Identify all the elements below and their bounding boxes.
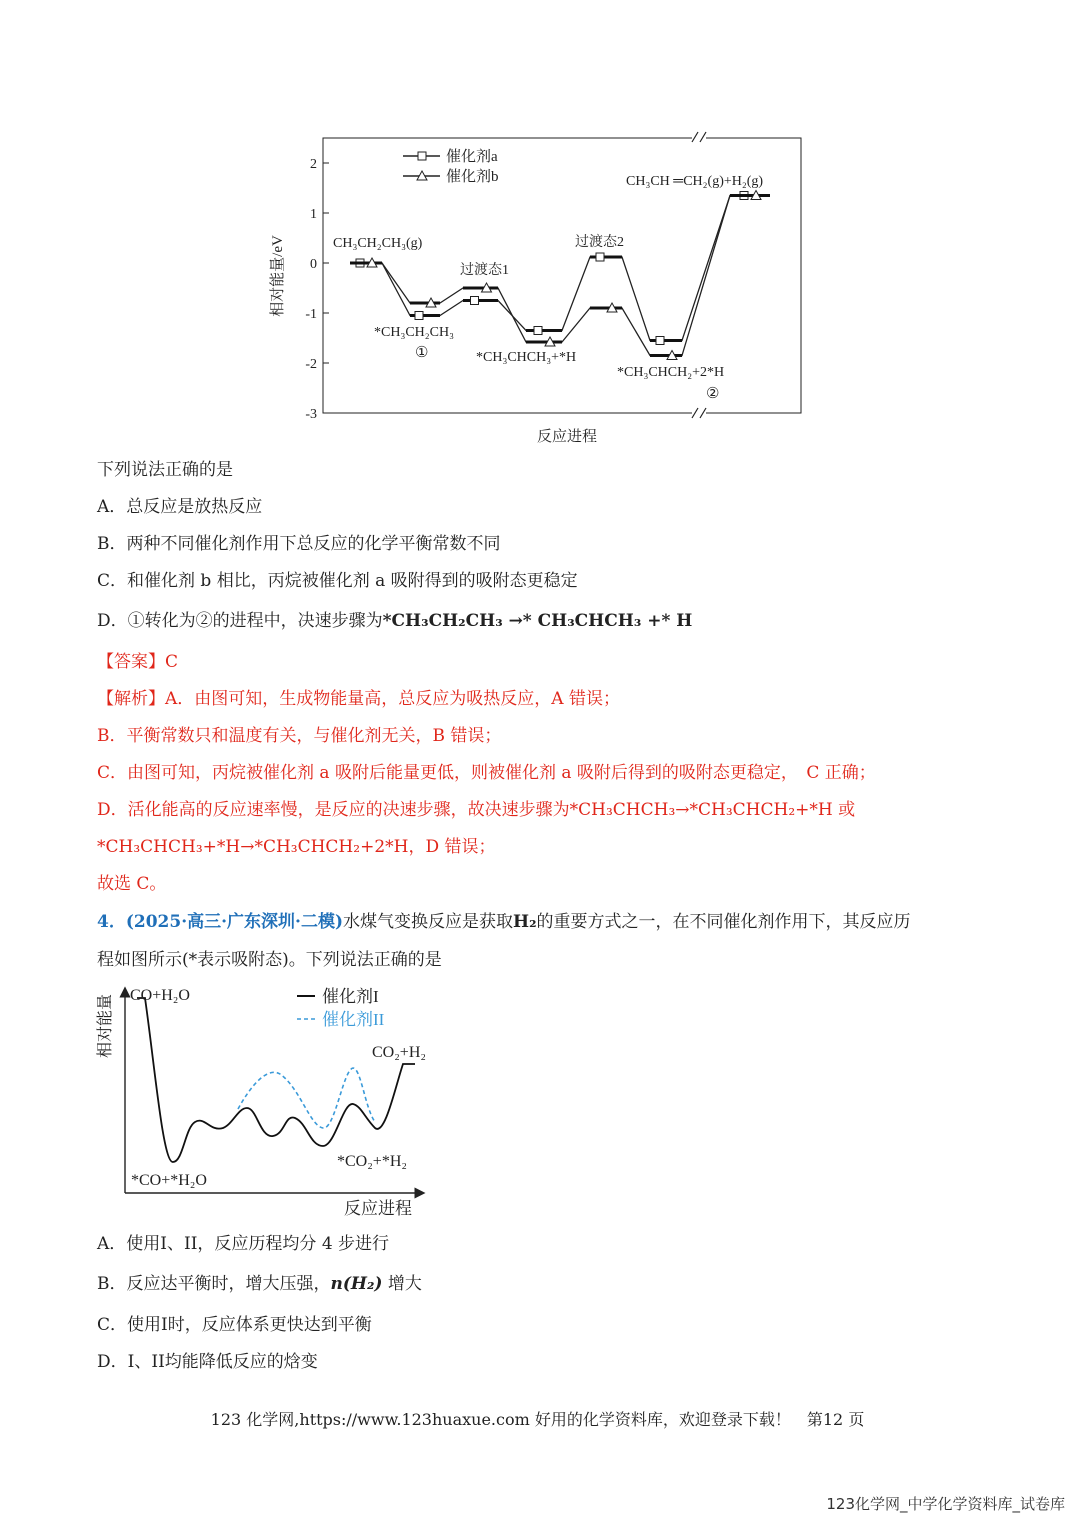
label-ts2: 过渡态2 [575,235,624,250]
q4-option-a[interactable] [97,1232,389,1256]
q4-stem-line-2: 程如图所示(*表示吸附态)。下列说法正确的是 [97,950,442,970]
option-text: 两种不同催化剂作用下总反应的化学平衡常数不同 [126,534,501,554]
catalyst-a-point [596,253,604,261]
axis-break-top [692,132,706,144]
option-text: 反应达平衡时，增大压强， [126,1274,331,1294]
catalyst-a-point [534,327,542,335]
q4-number: 4． [97,912,126,932]
axis-break-bottom [692,407,706,419]
catalyst-a-point [415,312,423,320]
option-text-post: 增大 [382,1274,422,1294]
label-adsorbed-propane: *CH₃CH₂CH₃ [374,325,454,340]
energy-profile-chart-2 [95,978,450,1223]
option-key: C． [97,571,128,591]
option-key: B． [97,534,127,554]
label-co-h2o: CO+H₂O [130,987,190,1004]
label-products: CH₃CH ═CH₂(g)+H₂(g) [626,174,764,189]
q4-source: (2025·高三·广东深圳·二模) [125,912,344,932]
option-key: A． [97,1234,127,1254]
q3-answer [97,650,178,674]
label-propane-gas: CH₃CH₂CH₃(g) [333,236,423,251]
y-tick-label: 0 [310,257,317,272]
label-adsorbed-3: *CH₃CHCH₂+2*H [617,365,725,380]
y-tick-label: 1 [310,207,317,222]
q4-option-c[interactable] [97,1313,372,1337]
q3-option-a[interactable] [97,495,262,519]
answer-label: 【答案】 [97,652,165,672]
label-ads-co2-h2: *CO₂+*H₂ [337,1153,407,1170]
option-text: I、II均能降低反应的焓变 [127,1352,318,1372]
label-ads-co-h2o: *CO+*H₂O [131,1172,207,1189]
legend-catalyst-2: 催化剂II [322,1010,385,1029]
option-key: D． [97,1352,128,1372]
catalyst-a-line [350,196,770,341]
option-key: C． [97,1315,128,1335]
q3-analysis-line-4: D．活化能高的反应速率慢，是反应的决速步骤，故决速步骤为*CH₃CHCH₃→*CH₃CHCH₂+*H 或 [97,800,856,820]
chart1-ylabel: 相对能量/eV [270,235,286,317]
q3-option-c[interactable] [97,569,578,593]
energy-profile-chart-1 [260,128,820,453]
q4-option-d[interactable] [97,1350,318,1374]
option-text: ①转化为②的进程中，决速步骤为 [127,611,383,631]
page-footer: 123 化学网,https://www.123huaxue.com 好用的化学资料库，欢迎登录下载！ 第12 页 [210,1410,865,1429]
chart2-xlabel: 反应进程 [344,1199,412,1218]
y-tick-label: -3 [305,407,317,422]
q3-analysis-line-1 [97,687,620,711]
site-watermark: 123化学网_中学化学资料库_试卷库 [826,1495,1065,1513]
q3-analysis-line-5: *CH₃CHCH₃+*H→*CH₃CHCH₂+2*H，D 错误； [97,837,496,857]
q4-stem-part2: 的重要方式之一，在不同催化剂作用下，其反应历 [536,912,911,932]
q3-analysis-line-2: B．平衡常数只和温度有关，与催化剂无关，B 错误； [97,726,502,746]
q4-stem-part1: 水煤气变换反应是获取 [343,912,514,932]
h2-formula: H₂ [513,912,537,932]
q3-option-d[interactable] [97,609,692,633]
y-tick-label: -1 [305,307,317,322]
analysis-label: 【解析】 [97,689,165,709]
q4-option-b[interactable] [97,1272,422,1296]
chart1-xlabel: 反应进程 [536,429,598,445]
option-key: D． [97,611,128,631]
option-key: B． [97,1274,127,1294]
chart1-legend [403,147,499,185]
option-text: 总反应是放热反应 [126,497,263,517]
catalyst-2-curve [238,1068,375,1128]
y-tick-label: -2 [305,357,317,372]
option-text: 使用I时，反应体系更快达到平衡 [127,1315,372,1335]
legend-catalyst-a: 催化剂a [446,149,498,165]
analysis-text: A．由图可知，生成物能量高，总反应为吸热反应，A 错误； [165,689,620,709]
legend-catalyst-1: 催化剂I [322,987,379,1006]
rate-determining-step-formula: *CH₃CH₂CH₃ →* CH₃CHCH₃ +* H [382,611,693,631]
chart2-legend [297,987,385,1029]
label-circle-2: ② [706,386,720,402]
q3-stem: 下列说法正确的是 [97,460,233,480]
label-ts1: 过渡态1 [460,263,509,278]
y-tick-label: 2 [310,157,317,172]
q3-analysis-line-3: C．由图可知，丙烷被催化剂 a 吸附后能量更低，则被催化剂 a 吸附后得到的吸附态更稳定， C 正确； [97,763,876,783]
catalyst-a-point [471,297,479,305]
answer-value: C [165,652,179,672]
q3-option-b[interactable] [97,532,501,556]
option-key: A． [97,497,127,517]
q3-analysis-line-6: 故选 C。 [97,874,167,894]
label-circle-1: ① [415,345,429,361]
q4-stem-line-1 [97,910,911,934]
chart2-ylabel: 相对能量 [97,993,114,1059]
option-text: 使用I、II，反应历程均分 4 步进行 [126,1234,390,1254]
label-adsorbed-2: *CH₃CHCH₃+*H [476,350,577,365]
option-text: 和催化剂 b 相比，丙烷被催化剂 a 吸附得到的吸附态更稳定 [127,571,578,591]
n-h2-formula: n(H₂) [330,1274,383,1294]
catalyst-a-point [656,337,664,345]
legend-catalyst-b: 催化剂b [446,169,499,185]
label-co2-h2: CO₂+H₂ [372,1044,426,1061]
